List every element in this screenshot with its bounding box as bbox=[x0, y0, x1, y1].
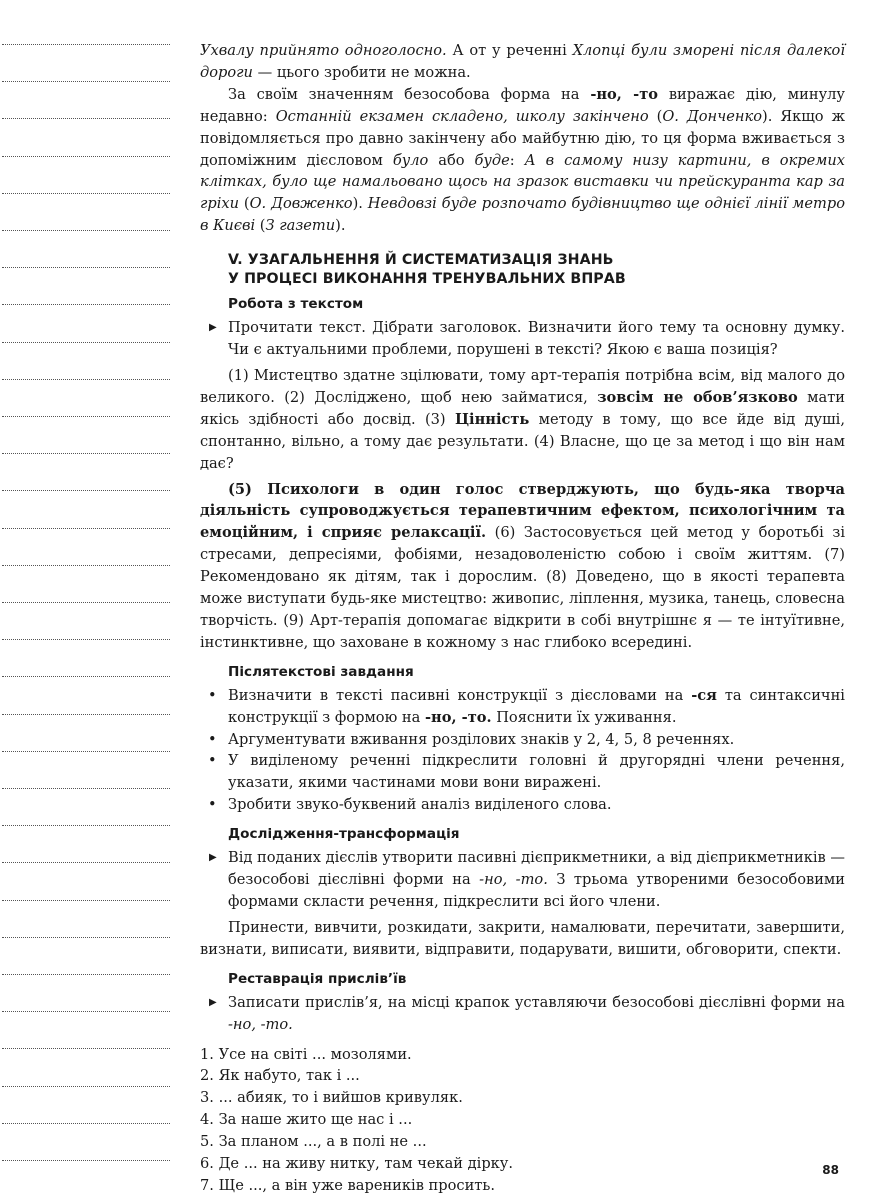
suffix-term: -но, -то. bbox=[479, 871, 548, 889]
section-heading-line: V. УЗАГАЛЬНЕННЯ Й СИСТЕМАТИЗАЦІЯ ЗНАНЬ bbox=[228, 252, 614, 269]
text-span: ( bbox=[648, 107, 663, 125]
note-line bbox=[2, 974, 170, 975]
task-text: У виділеному реченні підкреслити головні й другорядні члени речення, указати, якими частинами мови вони виражені. bbox=[228, 752, 845, 792]
subheading-proverbs: Реставрація прислів’їв bbox=[228, 970, 407, 987]
list-item: 6. Де ... на живу нитку, там чекай дірку. bbox=[200, 1155, 514, 1173]
task-text: Зробити звуко-буквений аналіз виділеного слова. bbox=[228, 796, 612, 814]
text-span: виражає дію, минулу недавно: bbox=[200, 85, 846, 125]
text-span: мати якісь здібності або досвід. (3) bbox=[200, 388, 846, 428]
subheading-post-text: Післятекстові завдання bbox=[228, 663, 414, 680]
list-item: 5. За планом ..., а в полі не ... bbox=[200, 1133, 427, 1151]
suffix-term: -но, -то bbox=[590, 85, 658, 103]
text-span: : bbox=[509, 151, 525, 169]
page-content bbox=[200, 40, 845, 1197]
text-span: або bbox=[428, 151, 475, 169]
note-line bbox=[2, 416, 170, 417]
term: буде bbox=[474, 151, 510, 169]
task-text: Прочитати текст. Дібрати заголовок. Визначити його тему та основну думку. Чи є актуальними проблеми, порушені в тексті? Якою є ваша позиція? bbox=[228, 319, 845, 359]
note-line bbox=[2, 156, 170, 157]
text-span: (6) Застосовується цей метод у боротьбі зі стресами, депресіями, фобіями, незадоволеністю собою і своїм життям. (7) Рекомендовано як дітям, так і дорослим. (8) Доведено, що в якості терапевта може виступати будь-яке мистецтво: живопис, ліплення, музика, танець, словесна творчість. (9) Арт-терапія допомагає відкрити в собі внутрішнє я — те інтуїтивне, інстинктивне, що заховане в кожному з нас глибоко всередині. bbox=[200, 524, 845, 651]
text-span: ). Якщо ж повідомляється про давно закінчену або майбутню дію, то ця форма вживається з допоміжним дієсловом bbox=[200, 107, 845, 169]
list-item: 3. ... абияк, то і вийшов кривуляк. bbox=[200, 1089, 463, 1107]
text-span: Від поданих дієслів утворити пасивні дієприкметники, а від дієприкметників — безособові дієслівні форми на bbox=[228, 849, 845, 889]
subheading-text-work: Робота з текстом bbox=[228, 296, 364, 313]
bullet-item bbox=[200, 685, 845, 729]
note-line bbox=[2, 490, 170, 491]
suffix-term: -ся bbox=[691, 686, 717, 704]
text-span: Пояснити їх уживання. bbox=[491, 708, 677, 726]
list-item: 4. За наше жито ще нас і ... bbox=[200, 1111, 413, 1129]
subheading-research: Дослідження-трансформація bbox=[228, 826, 460, 843]
text-span: Визначити в тексті пасивні конструкції з дієсловами на bbox=[228, 686, 692, 704]
reading-paragraph-2 bbox=[200, 479, 845, 654]
proverb-list bbox=[200, 1044, 845, 1197]
intro-paragraph-1 bbox=[200, 40, 845, 84]
text-span: За своїм значенням безособова форма на bbox=[228, 85, 591, 103]
note-line bbox=[2, 267, 170, 268]
note-line bbox=[2, 714, 170, 715]
bullet-icon: • bbox=[208, 752, 217, 770]
triangle-right-icon: ▶ bbox=[209, 852, 217, 864]
note-line bbox=[2, 1123, 170, 1124]
section-heading bbox=[228, 251, 845, 289]
note-line bbox=[2, 639, 170, 640]
note-line bbox=[2, 602, 170, 603]
note-line bbox=[2, 193, 170, 194]
note-line bbox=[2, 304, 170, 305]
note-line bbox=[2, 1011, 170, 1012]
example-sentence: Невдовзі буде розпочато будівництво ще однієї лінії метро в Києві bbox=[200, 195, 845, 235]
highlighted-word: Цінність bbox=[454, 410, 530, 428]
text-span: методу в тому, що все йде від душі, спонтанно, вільно, а тому дає результати. (4) Власне, що це за метод і що він нам дає? bbox=[200, 410, 845, 472]
note-line bbox=[2, 379, 170, 380]
triangle-right-icon: ▶ bbox=[209, 322, 217, 334]
word-list: Принести, вивчити, розкидати, закрити, намалювати, перечитати, завершити, визнати, виписати, виявити, відправити, подарувати, вишити, обговорити, спекти. bbox=[200, 918, 845, 958]
section-heading-line: У ПРОЦЕСІ ВИКОНАННЯ ТРЕНУВАЛЬНИХ ВПРАВ bbox=[228, 271, 626, 288]
note-line bbox=[2, 1086, 170, 1087]
task-item bbox=[200, 317, 845, 361]
example-sentence: А в самому низу картини, в окремих клітках, було ще намальовано щось на зразок виставки чи прейскуранта кар за гріхи bbox=[200, 151, 845, 213]
bullet-icon: • bbox=[208, 686, 217, 704]
note-line bbox=[2, 1048, 170, 1049]
bullet-item bbox=[200, 729, 845, 751]
text-span: ( bbox=[255, 217, 266, 235]
highlighted-sentence: (5) Психологи в один голос стверджують, що будь-яка творча діяльність супроводжується терапевтичним ефектом, психологічним та емоційним, і сприяє релаксації. bbox=[200, 480, 845, 542]
text-span: — цього зробити не можна. bbox=[252, 63, 471, 81]
example-sentence: Хлопці були зморені після далекої дороги bbox=[200, 42, 845, 81]
bullet-icon: • bbox=[208, 796, 217, 814]
text-span: З трьома утвореними безособовими формами скласти речення, підкреслити всі його члени. bbox=[228, 871, 846, 910]
list-item: 1. Усе на світі ... мозолями. bbox=[200, 1045, 412, 1063]
suffix-term: -но, -то. bbox=[425, 708, 492, 726]
task-item bbox=[200, 992, 845, 1036]
note-line bbox=[2, 118, 170, 119]
notes-margin bbox=[0, 0, 175, 1200]
text-span: ). bbox=[352, 195, 368, 213]
text-span: Записати прислів’я, на місці крапок уставляючи безособові дієслівні форми на bbox=[228, 993, 845, 1011]
text-span: (1) Мистецтво здатне зцілювати, тому арт-терапія потрібна всім, від малого до великого. (2) Досліджено, щоб нею займатися, bbox=[200, 366, 845, 406]
note-line bbox=[2, 453, 170, 454]
author-name: О. Донченко bbox=[662, 107, 762, 125]
term: було bbox=[392, 151, 429, 169]
suffix-term: -но, -то. bbox=[228, 1015, 293, 1033]
bullet-item bbox=[200, 794, 845, 816]
note-line bbox=[2, 862, 170, 863]
list-item: 2. Як набуто, так і ... bbox=[200, 1067, 360, 1085]
bullet-item bbox=[200, 750, 845, 794]
task-text: Аргументувати вживання розділових знаків у 2, 4, 5, 8 реченнях. bbox=[228, 730, 735, 748]
note-line bbox=[2, 788, 170, 789]
list-item: 7. Ще ..., а він уже вареників просить. bbox=[200, 1176, 495, 1194]
page-number: 88 bbox=[822, 1163, 839, 1177]
note-line bbox=[2, 825, 170, 826]
example-sentence: Останній екзамен складено, школу закінчено bbox=[275, 107, 649, 125]
text-span: ). bbox=[335, 217, 346, 235]
note-line bbox=[2, 230, 170, 231]
task-item bbox=[200, 847, 845, 913]
reading-paragraph-1 bbox=[200, 365, 845, 475]
example-sentence: Ухвалу прийнято одноголосно. bbox=[200, 42, 447, 59]
text-span: А от у реченні bbox=[446, 42, 573, 59]
note-line bbox=[2, 81, 170, 82]
note-line bbox=[2, 342, 170, 343]
note-line bbox=[2, 528, 170, 529]
note-line bbox=[2, 44, 170, 45]
triangle-right-icon: ▶ bbox=[209, 996, 217, 1008]
author-name: О. Довженко bbox=[249, 195, 353, 213]
source-name: З газети bbox=[265, 217, 336, 235]
bullet-icon: • bbox=[208, 730, 217, 748]
note-line bbox=[2, 751, 170, 752]
text-span: та синтаксичні конструкції з формою на bbox=[228, 686, 845, 726]
note-line bbox=[2, 900, 170, 901]
note-line bbox=[2, 676, 170, 677]
text-span: ( bbox=[239, 195, 250, 213]
note-line bbox=[2, 565, 170, 566]
note-line bbox=[2, 1160, 170, 1161]
intro-paragraph-2 bbox=[200, 84, 845, 237]
note-line bbox=[2, 937, 170, 938]
highlighted-phrase: зовсім не обов’язково bbox=[597, 388, 798, 406]
